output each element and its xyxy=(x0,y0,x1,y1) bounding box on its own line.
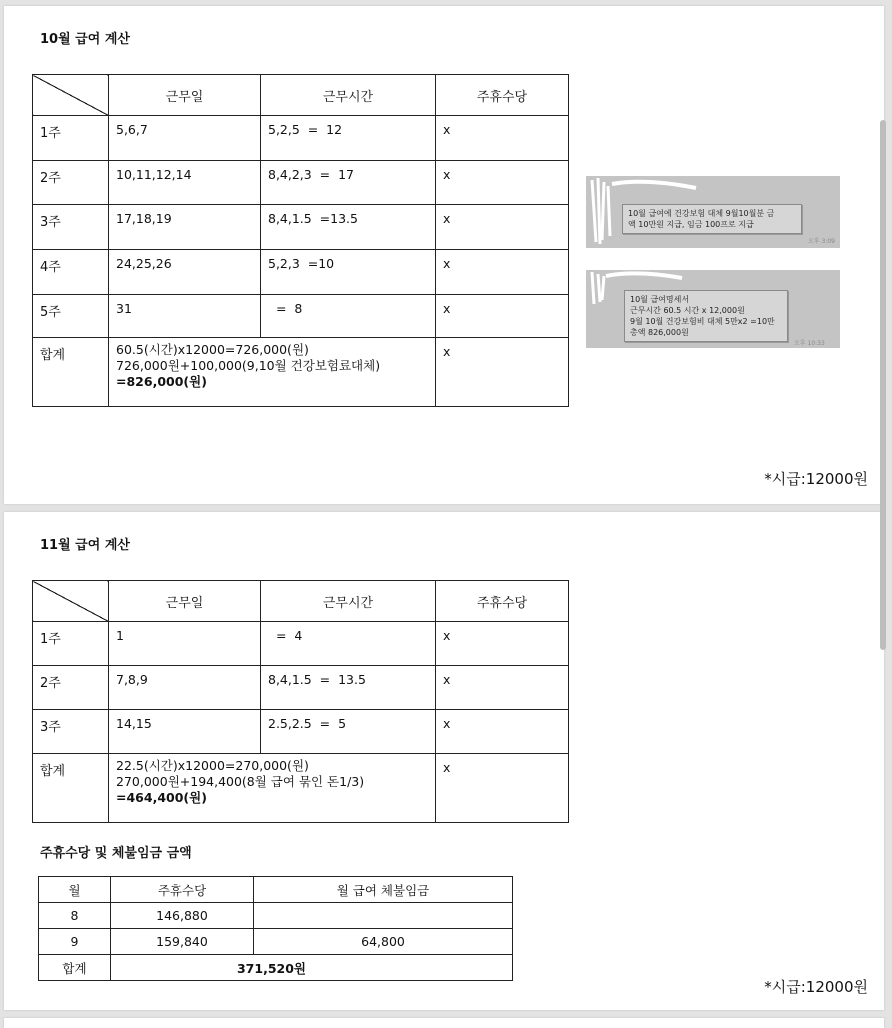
document-page-november xyxy=(4,512,884,1010)
work-hours: 5,2,3 =10 xyxy=(261,250,436,295)
work-days: 10,11,12,14 xyxy=(109,161,261,205)
week-label: 2주 xyxy=(33,161,109,205)
total-line-3: =464,400(원) xyxy=(116,790,207,805)
allowance: x xyxy=(436,666,569,710)
table-row xyxy=(39,903,513,929)
month: 9 xyxy=(39,929,111,955)
total-label: 합계 xyxy=(33,338,109,407)
work-days: 31 xyxy=(109,295,261,338)
chat-line: 액 10만원 지급, 임금 100프로 지급 xyxy=(628,220,754,229)
work-hours: = 8 xyxy=(261,295,436,338)
work-hours: 8,4,1.5 =13.5 xyxy=(261,205,436,250)
total-calculation xyxy=(109,754,436,823)
hourly-wage-note: *시급:12000원 xyxy=(764,470,868,488)
work-days: 1 xyxy=(109,622,261,666)
chat-screenshot-2 xyxy=(586,270,840,348)
work-days: 17,18,19 xyxy=(109,205,261,250)
table-row xyxy=(33,116,569,161)
allowance: x xyxy=(436,116,569,161)
november-table xyxy=(32,580,569,823)
week-label: 1주 xyxy=(33,622,109,666)
table-header-row xyxy=(39,877,513,903)
total-line-2: 270,000원+194,400(8월 급여 묶인 돈1/3) xyxy=(116,774,365,789)
week-label: 5주 xyxy=(33,295,109,338)
hourly-wage-note: *시급:12000원 xyxy=(764,978,868,996)
summary-title: 주휴수당 및 체불임금 금액 xyxy=(40,846,192,861)
chat-line: 10월 급여에 건강보험 대체 9월10월분 금 xyxy=(628,209,775,218)
document-page-next xyxy=(4,1018,884,1028)
corner-cell xyxy=(33,581,109,622)
work-hours: = 4 xyxy=(261,622,436,666)
week-label: 3주 xyxy=(33,710,109,754)
header-allowance: 주휴수당 xyxy=(111,877,254,903)
week-label: 4주 xyxy=(33,250,109,295)
total-calculation xyxy=(109,338,436,407)
total-line-1: 22.5(시간)x12000=270,000(원) xyxy=(116,758,309,773)
allowance: x xyxy=(436,338,569,407)
table-total-row xyxy=(33,338,569,407)
header-days: 근무일 xyxy=(109,581,261,622)
table-row xyxy=(33,161,569,205)
chat-time: 오후 10:33 xyxy=(794,340,825,347)
week-label: 3주 xyxy=(33,205,109,250)
allowance: x xyxy=(436,205,569,250)
total-line-1: 60.5(시간)x12000=726,000(원) xyxy=(116,342,309,357)
work-hours: 8,4,2,3 = 17 xyxy=(261,161,436,205)
header-unpaid: 월 급여 체불임금 xyxy=(254,877,513,903)
work-hours: 5,2,5 = 12 xyxy=(261,116,436,161)
chat-bubble xyxy=(624,290,788,342)
total-line-3: =826,000(원) xyxy=(116,374,207,389)
header-allowance: 주휴수당 xyxy=(436,581,569,622)
allowance: x xyxy=(436,161,569,205)
vertical-scrollbar[interactable] xyxy=(880,120,886,650)
header-month: 월 xyxy=(39,877,111,903)
work-days: 24,25,26 xyxy=(109,250,261,295)
table-row xyxy=(39,929,513,955)
work-days: 5,6,7 xyxy=(109,116,261,161)
work-days: 7,8,9 xyxy=(109,666,261,710)
table-row xyxy=(33,250,569,295)
total-amount: 371,520원 xyxy=(111,955,513,981)
chat-line: 9월 10월 건강보험비 대체 5만x2 =10만 xyxy=(630,317,775,326)
table-row xyxy=(33,666,569,710)
october-title: 10월 급여 계산 xyxy=(40,32,130,47)
chat-time: 오후 3:09 xyxy=(808,238,835,245)
unpaid-amount xyxy=(254,903,513,929)
total-label: 합계 xyxy=(39,955,111,981)
chat-line: 총액 826,000원 xyxy=(630,328,689,337)
header-allowance: 주휴수당 xyxy=(436,75,569,116)
total-label: 합계 xyxy=(33,754,109,823)
work-hours: 8,4,1.5 = 13.5 xyxy=(261,666,436,710)
table-header-row xyxy=(33,75,569,116)
allowance-amount: 159,840 xyxy=(111,929,254,955)
corner-cell xyxy=(33,75,109,116)
unpaid-amount: 64,800 xyxy=(254,929,513,955)
table-row xyxy=(33,295,569,338)
table-total-row xyxy=(39,955,513,981)
table-row xyxy=(33,205,569,250)
allowance-amount: 146,880 xyxy=(111,903,254,929)
summary-table xyxy=(38,876,513,981)
chat-line: 10월 급여명세서 xyxy=(630,295,690,304)
november-title: 11월 급여 계산 xyxy=(40,538,130,553)
chat-screenshot-1 xyxy=(586,176,840,248)
table-header-row xyxy=(33,581,569,622)
chat-line: 근무시간 60.5 시간 x 12,000원 xyxy=(630,306,745,315)
chat-bubble xyxy=(622,204,802,234)
allowance: x xyxy=(436,754,569,823)
work-days: 14,15 xyxy=(109,710,261,754)
week-label: 2주 xyxy=(33,666,109,710)
week-label: 1주 xyxy=(33,116,109,161)
table-row xyxy=(33,710,569,754)
header-hours: 근무시간 xyxy=(261,581,436,622)
allowance: x xyxy=(436,622,569,666)
total-line-2: 726,000원+100,000(9,10월 건강보험료대체) xyxy=(116,358,381,373)
header-hours: 근무시간 xyxy=(261,75,436,116)
month: 8 xyxy=(39,903,111,929)
table-total-row xyxy=(33,754,569,823)
document-page-october xyxy=(4,6,884,504)
table-row xyxy=(33,622,569,666)
work-hours: 2.5,2.5 = 5 xyxy=(261,710,436,754)
allowance: x xyxy=(436,250,569,295)
allowance: x xyxy=(436,710,569,754)
allowance: x xyxy=(436,295,569,338)
october-table xyxy=(32,74,569,407)
header-days: 근무일 xyxy=(109,75,261,116)
